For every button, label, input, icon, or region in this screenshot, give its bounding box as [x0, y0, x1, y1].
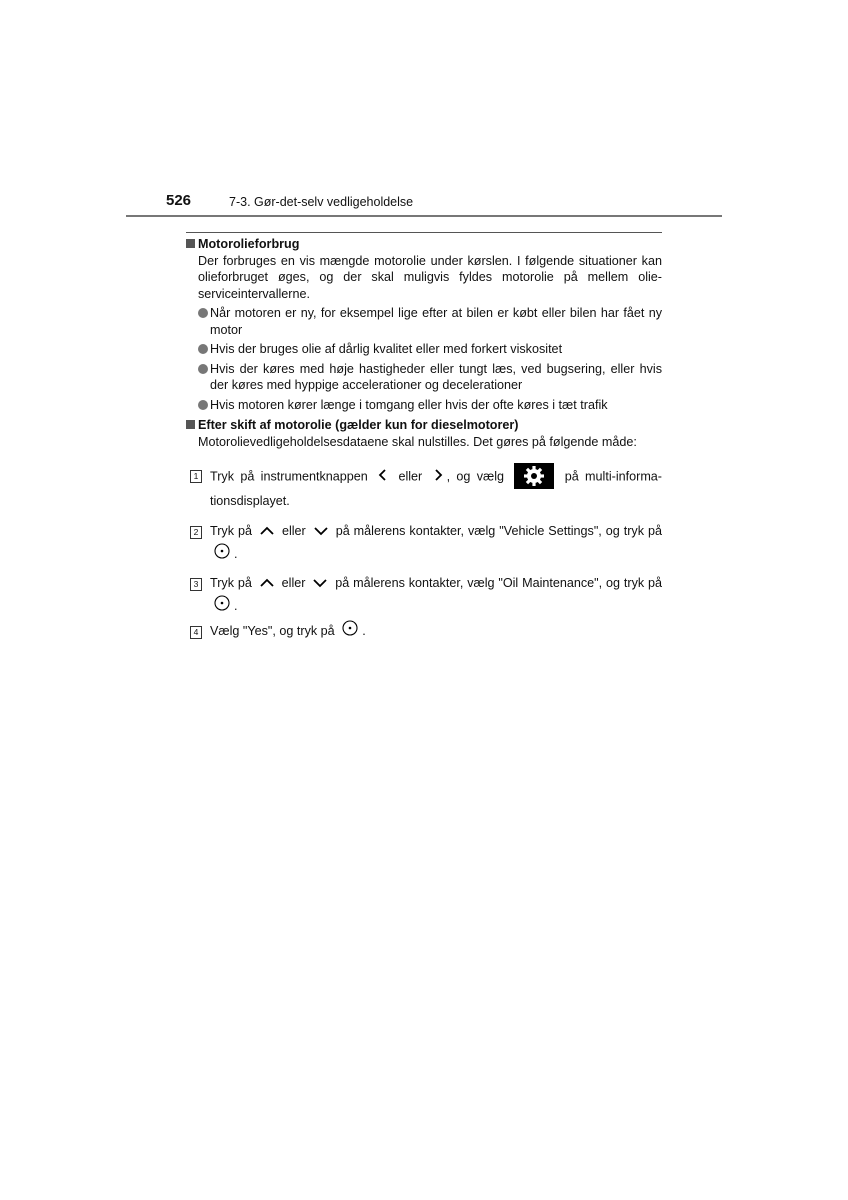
settings-gear-icon [514, 463, 554, 489]
section-heading [186, 417, 662, 434]
step-number: 4 [190, 626, 202, 639]
bullet-dot-icon [198, 344, 208, 354]
step-item: 2 Tryk på eller på målerens kontakter, vælg "Vehicle Settings", og tryk på . [190, 520, 662, 566]
chevron-up-icon [260, 521, 274, 543]
step-number: 2 [190, 526, 202, 539]
list-item: Når motoren er ny, for eksempel lige efter at bilen er købt eller bilen har fået ny motor [198, 305, 662, 338]
enter-circle-icon [342, 620, 358, 643]
section-intro: Motorolievedligeholdelsesdataene skal nulstilles. Det gøres på følgende måde: [198, 434, 637, 449]
step-item: 1 Tryk på instrumentknappen eller , og vælg på multi-informa-tionsdisplayet. [190, 464, 662, 512]
page-header [0, 0, 848, 220]
bullet-dot-icon [198, 308, 208, 318]
header-divider [126, 215, 722, 217]
step-item: 3 Tryk på eller på målerens kontakter, vælg "Oil Maintenance", og tryk på . [190, 572, 662, 618]
section-title: Efter skift af motorolie (gælder kun for dieselmotorer) [198, 418, 519, 432]
section-intro: Der forbruges en vis mængde motorolie under kørslen. I følgende situationer kan olieforbruget øges, og der skal muligvis fyldes motorolie på mellem olie-serviceintervallerne. [198, 253, 662, 301]
chevron-down-icon [313, 573, 327, 595]
section-divider [186, 232, 662, 233]
section-title: Motorolieforbrug [198, 237, 300, 251]
page-content [186, 235, 662, 643]
chevron-down-icon [314, 521, 328, 543]
bullet-dot-icon [198, 400, 208, 410]
step-number: 1 [190, 470, 202, 483]
chevron-right-icon [433, 466, 443, 488]
chevron-up-icon [260, 573, 274, 595]
list-item: Hvis motoren kører længe i tomgang eller hvis der ofte køres i tæt trafik [198, 397, 662, 414]
square-bullet-icon [186, 239, 195, 248]
section-heading [186, 236, 662, 253]
list-item: Hvis der køres med høje hastigheder eller tungt læs, ved bugsering, eller hvis der køres med hyppige accelerationer og decelerationer [198, 361, 662, 394]
enter-circle-icon [214, 543, 230, 566]
chevron-left-icon [378, 466, 388, 488]
enter-circle-icon [214, 595, 230, 618]
step-number: 3 [190, 578, 202, 591]
chapter-title: 7-3. Gør-det-selv vedligeholdelse [229, 195, 414, 209]
step-item: 4 Vælg "Yes", og tryk på . [190, 620, 662, 643]
page-number: 526 [166, 192, 192, 209]
square-bullet-icon [186, 420, 195, 429]
list-item: Hvis der bruges olie af dårlig kvalitet eller med forkert viskositet [198, 341, 662, 358]
bullet-dot-icon [198, 364, 208, 374]
